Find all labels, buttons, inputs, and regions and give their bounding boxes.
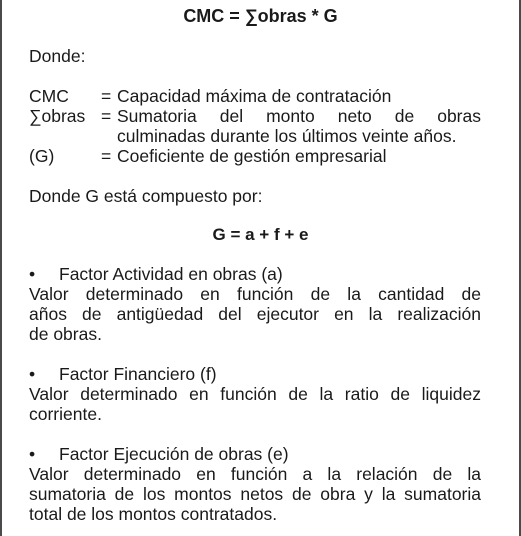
factor-a-line-1: Valor determinado en función de la cantidad de xyxy=(29,284,481,304)
definition-term: CMC xyxy=(29,86,69,106)
bullet-icon: • xyxy=(29,444,36,464)
definition-equals: = xyxy=(101,106,112,126)
definition-sum-obras-cont xyxy=(29,126,481,147)
bullet-icon: • xyxy=(29,264,36,284)
factor-e-line-1: Valor determinado en función a la relación de la xyxy=(29,464,481,484)
definition-term: (G) xyxy=(29,146,55,166)
factor-e-line-3: total de los montos contratados. xyxy=(29,504,278,524)
factor-title: Factor Ejecución de obras (e) xyxy=(59,444,289,464)
definition-equals: = xyxy=(101,146,112,166)
factor-a-title xyxy=(29,264,283,285)
definition-text: culminadas durante los últimos veinte años. xyxy=(117,126,457,146)
factor-title: Factor Actividad en obras (a) xyxy=(59,264,283,284)
g-formula: G = a + f + e xyxy=(212,225,309,244)
definition-cmc xyxy=(29,86,481,107)
definition-text: Sumatoria del monto neto de obras xyxy=(117,106,481,126)
definition-text: Coeficiente de gestión empresarial xyxy=(117,146,387,166)
definition-g xyxy=(29,146,481,167)
bullet-icon: • xyxy=(29,364,36,384)
definition-sum-obras xyxy=(29,106,481,127)
factor-e-title xyxy=(29,444,289,465)
factor-title: Factor Financiero (f) xyxy=(59,364,217,384)
factor-e-line-2: sumatoria de los montos netos de obra y la sumatoria xyxy=(29,484,481,504)
factor-f-line-1: Valor determinado en función de la ratio de liquidez xyxy=(29,384,481,404)
donde-label: Donde: xyxy=(29,46,86,66)
definition-equals: = xyxy=(101,86,112,106)
definition-text: Capacidad máxima de contratación xyxy=(117,86,392,106)
factor-a-line-3: de obras. xyxy=(29,324,102,344)
g-intro: Donde G está compuesto por: xyxy=(29,186,263,206)
factor-f-line-2: corriente. xyxy=(29,404,102,424)
factor-a-line-2: años de antigüedad del ejecutor en la realización xyxy=(29,304,481,324)
factor-f-title xyxy=(29,364,217,385)
cmc-formula: CMC = ∑obras * G xyxy=(183,6,338,26)
definition-term: ∑obras xyxy=(29,106,86,126)
